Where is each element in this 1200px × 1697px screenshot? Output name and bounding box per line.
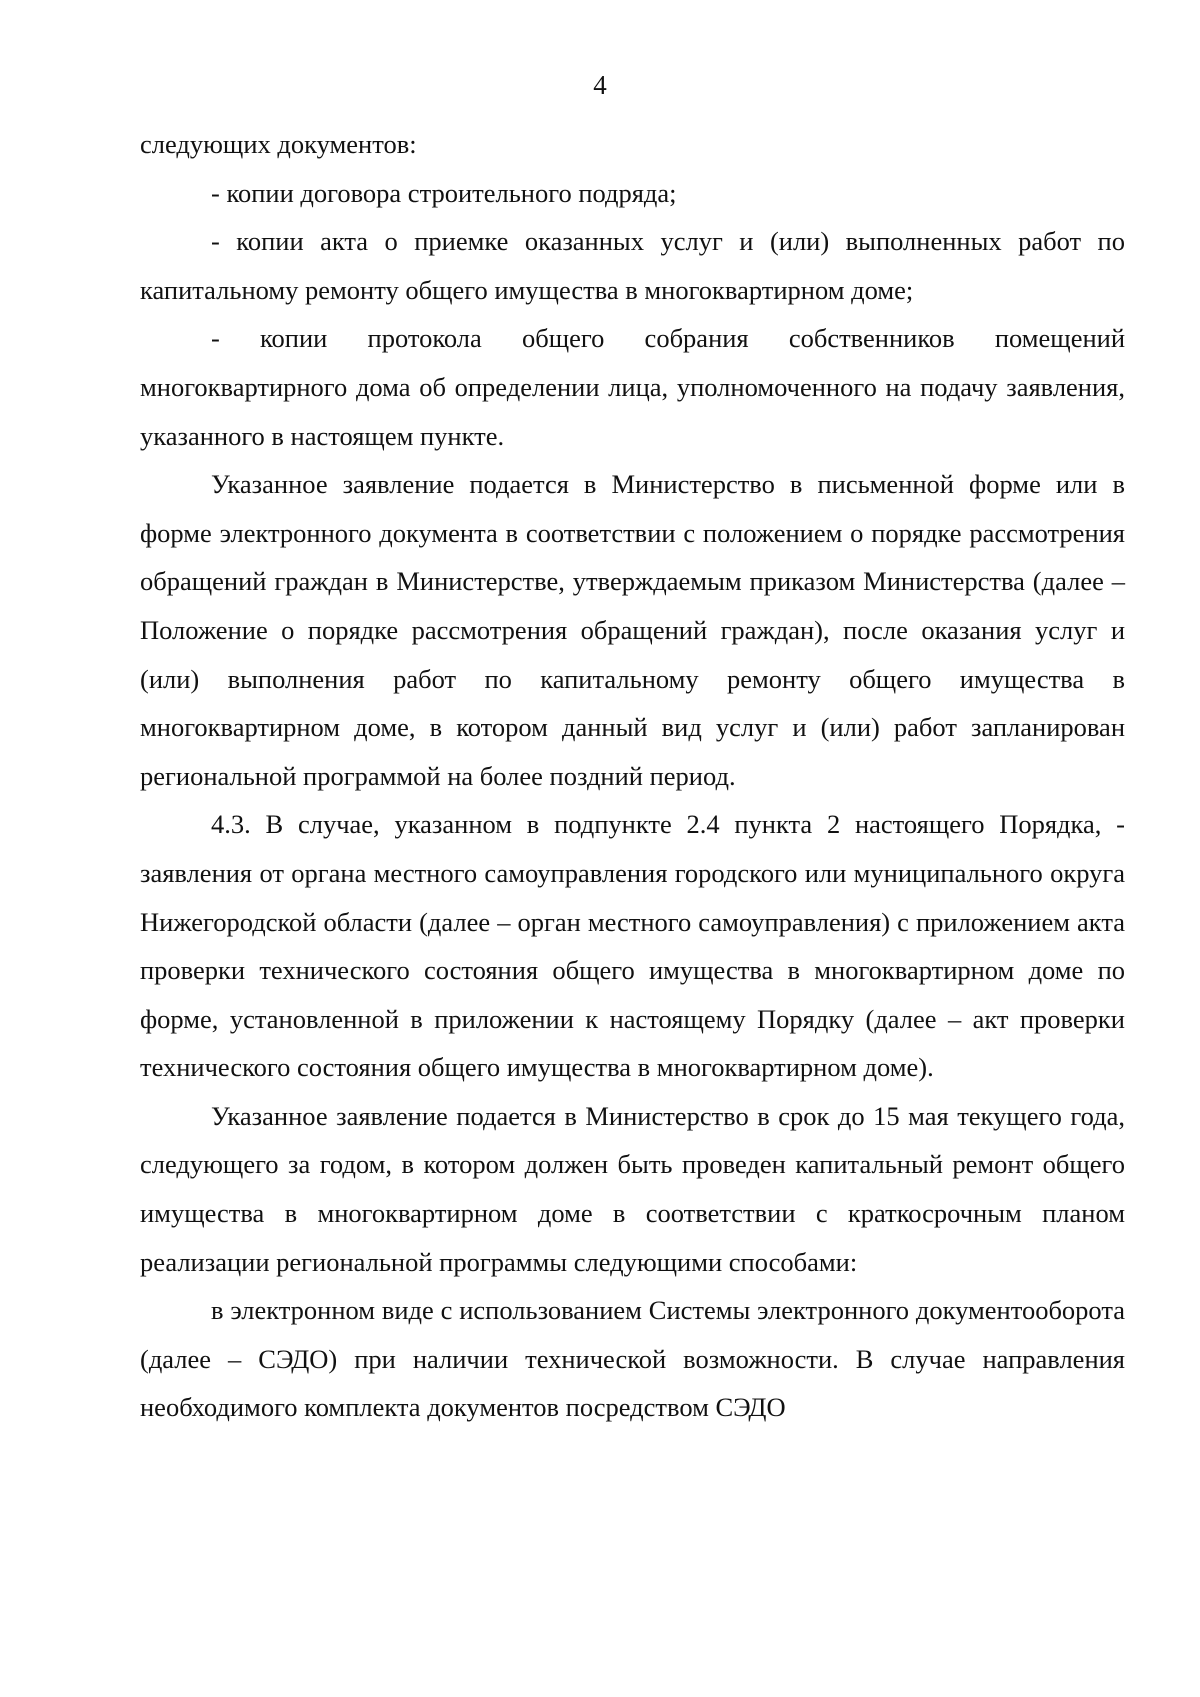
list-item: - копии протокола общего собрания собственников помещений многоквартирного дома об определении лица, уполномоченного на подачу заявления, указанного в настоящем пункте.: [140, 323, 1125, 451]
paragraph-clause-4-3: 4.3. В случае, указанном в подпункте 2.4 пункта 2 настоящего Порядка, - заявления от органа местного самоуправления городского или муниципального округа Нижегородской области (далее – орган местного самоуправления) с приложением акта проверки технического состояния общего имущества в многоквартирном доме по форме, установленной в приложении к настоящему Порядку (далее – акт проверки технического состояния общего имущества в многоквартирном доме).: [140, 809, 1125, 1083]
list-item: - копии договора строительного подряда;: [211, 177, 677, 208]
page-number: 4: [593, 70, 607, 100]
document-body: [140, 120, 1125, 1432]
paragraph: Указанное заявление подается в Министерство в срок до 15 мая текущего года, следующего за годом, в котором должен быть проведен капитальный ремонт общего имущества в многоквартирном доме в соответствии с краткосрочным планом реализации региональной программы следующими способами:: [140, 1100, 1125, 1277]
paragraph: Указанное заявление подается в Министерство в письменной форме или в форме электронного документа в соответствии с положением о порядке рассмотрения обращений граждан в Министерстве, утверждаемым приказом Министерства (далее – Положение о порядке рассмотрения обращений граждан), после оказания услуг и (или) выполнения работ по капитальному ремонту общего имущества в многоквартирном доме, в котором данный вид услуг и (или) работ запланирован региональной программой на более поздний период.: [140, 469, 1125, 791]
list-item: - копии акта о приемке оказанных услуг и (или) выполненных работ по капитальному ремонту общего имущества в многоквартирном доме;: [140, 226, 1125, 305]
paragraph: следующих документов:: [140, 129, 417, 159]
paragraph: в электронном виде с использованием Системы электронного документооборота (далее – СЭДО) при наличии технической возможности. В случае направления необходимого комплекта документов посредством СЭДО: [140, 1295, 1125, 1423]
